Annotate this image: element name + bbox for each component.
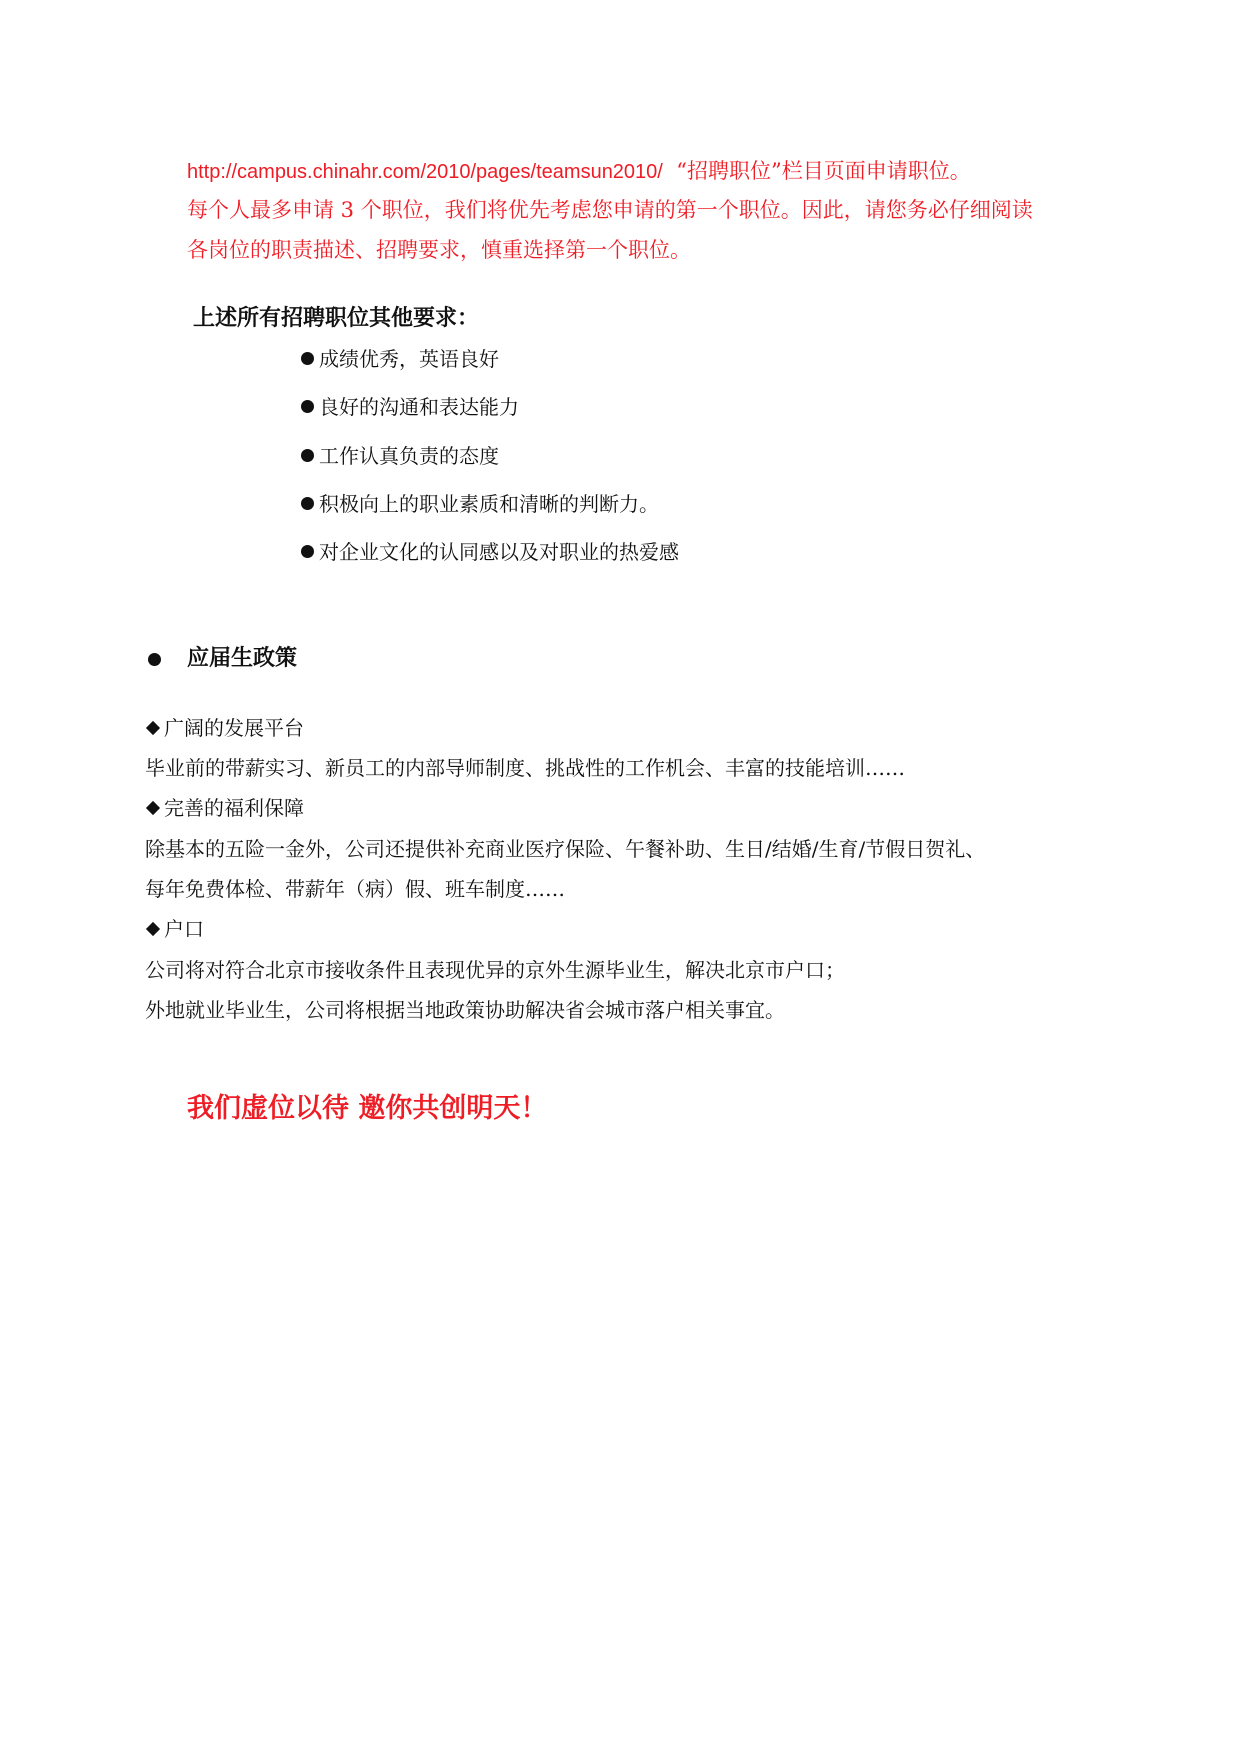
diamond-bullet-icon xyxy=(146,800,160,814)
closing-slogan: 我们虚位以待 邀你共创明天！ xyxy=(187,1093,548,1124)
policy-text: 毕业前的带薪实习、新员工的内部导师制度、挑战性的工作机会、丰富的技能培训…… xyxy=(145,756,905,780)
requirement-item: 良好的沟通和表达能力 xyxy=(301,394,519,420)
policy-heading: 户口 xyxy=(145,916,204,942)
application-url-link[interactable]: http://campus.chinahr.com/2010/pages/teamsun2010/ xyxy=(187,161,663,183)
policy-text: 每年免费体检、带薪年（病）假、班车制度…… xyxy=(145,877,565,901)
policy-text: 除基本的五险一金外，公司还提供补充商业医疗保险、午餐补助、生日/结婚/生育/节假日贺礼、 xyxy=(145,837,986,861)
policy-heading: 广阔的发展平台 xyxy=(145,715,304,741)
requirement-item: 对企业文化的认同感以及对职业的热爱感 xyxy=(301,539,679,565)
requirement-item: 工作认真负责的态度 xyxy=(301,443,499,469)
diamond-bullet-icon xyxy=(146,720,160,734)
bullet-dot-icon xyxy=(301,400,314,413)
policy-text: 外地就业毕业生，公司将根据当地政策协助解决省会城市落户相关事宜。 xyxy=(145,998,785,1022)
bullet-dot-icon xyxy=(301,449,314,462)
requirement-item: 成绩优秀，英语良好 xyxy=(301,346,499,372)
diamond-bullet-icon xyxy=(146,921,160,935)
intro-line-1 xyxy=(187,158,971,185)
requirements-title: 上述所有招聘职位其他要求： xyxy=(193,306,480,331)
policy-heading: 完善的福利保障 xyxy=(145,795,304,821)
bullet-dot-icon xyxy=(301,545,314,558)
policy-title: 应届生政策 xyxy=(187,646,298,671)
bullet-dot-icon xyxy=(301,497,314,510)
policy-text: 公司将对符合北京市接收条件且表现优异的京外生源毕业生，解决北京市户口； xyxy=(145,958,845,982)
requirement-item: 积极向上的职业素质和清晰的判断力。 xyxy=(301,491,659,517)
intro-line-1-rest: “招聘职位”栏目页面申请职位。 xyxy=(676,159,971,183)
intro-line-3: 各岗位的职责描述、招聘要求，慎重选择第一个职位。 xyxy=(187,238,691,262)
section-bullet-icon xyxy=(148,653,161,666)
intro-line-2: 每个人最多申请 3 个职位，我们将优先考虑您申请的第一个职位。因此，请您务必仔细阅读 xyxy=(187,198,1033,222)
bullet-dot-icon xyxy=(301,352,314,365)
